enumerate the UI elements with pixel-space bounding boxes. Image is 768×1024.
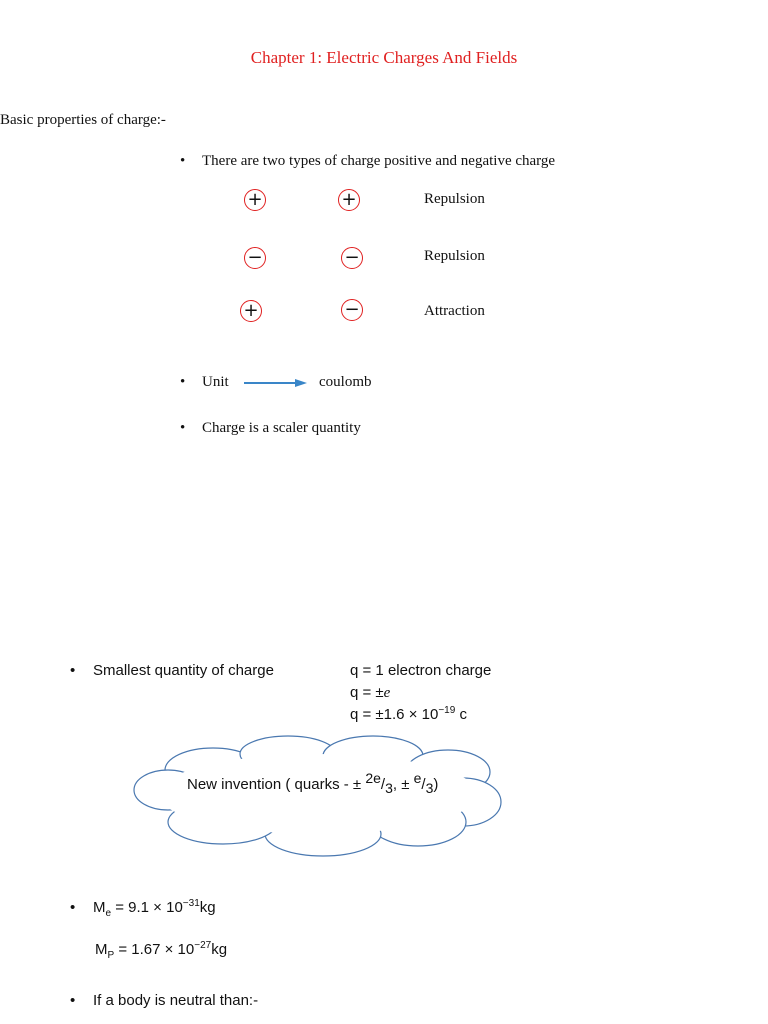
denominator: 3 — [425, 780, 434, 796]
bullet-text: If a body is neutral than:- — [93, 992, 259, 1009]
interaction-result: Repulsion — [424, 191, 485, 207]
equation-line — [350, 684, 390, 702]
bullet-neutral-body — [70, 992, 258, 1009]
mass-subscript: e — [105, 908, 112, 919]
section-heading: Basic properties of charge:- — [0, 112, 166, 128]
positive-charge-icon: + — [240, 300, 262, 322]
exponent: −31 — [182, 898, 200, 909]
mass-value: = 9.1 × 10 — [111, 899, 183, 916]
bullet-charge-types — [180, 153, 555, 170]
positive-charge-icon: + — [244, 189, 266, 211]
unit-label: Unit — [202, 374, 229, 390]
bullet-marker: • — [180, 374, 186, 390]
interaction-result: Repulsion — [424, 248, 485, 264]
equation-line — [350, 706, 467, 723]
bullet-text: There are two types of charge positive and negative charge — [202, 153, 556, 169]
negative-charge-icon: − — [244, 247, 266, 269]
unit-value: coulomb — [319, 374, 372, 390]
equation-text: q = ±1.6 × 10 — [350, 706, 439, 723]
positive-charge-icon: + — [338, 189, 360, 211]
bullet-smallest-charge — [70, 662, 274, 679]
separator: , — [392, 776, 402, 793]
right-arrow-icon — [243, 376, 309, 390]
bullet-marker: • — [70, 899, 76, 916]
equation-line: q = 1 electron charge — [350, 662, 492, 679]
bullet-marker: • — [180, 153, 186, 169]
bullet-scalar — [180, 420, 361, 437]
page-title: Chapter 1: Electric Charges And Fields — [250, 48, 518, 67]
numerator: e — [413, 770, 422, 786]
exponent: −19 — [438, 705, 456, 716]
numerator: 2e — [365, 770, 381, 786]
mass-unit: kg — [211, 941, 228, 958]
bullet-electron-mass — [70, 898, 216, 919]
mass-symbol: M — [93, 899, 106, 916]
fraction-2e-over-3: $^{2e}/_3$ — [365, 770, 393, 796]
mass-value: = 1.67 × 10 — [114, 941, 195, 958]
plus-minus: ± — [401, 776, 410, 793]
plus-minus: ± — [352, 776, 362, 793]
cloud-text — [187, 770, 439, 796]
mass-symbol: M — [95, 941, 108, 958]
bullet-unit — [180, 374, 229, 391]
equation-text: c — [455, 706, 467, 723]
cloud-label: New invention ( quarks - — [187, 776, 353, 793]
bullet-text: Charge is a scaler quantity — [202, 420, 361, 436]
mass-subscript: P — [107, 950, 115, 961]
proton-mass — [95, 940, 228, 961]
close-paren: ) — [433, 776, 439, 793]
denominator: 3 — [385, 780, 393, 796]
bullet-marker: • — [180, 420, 186, 436]
negative-charge-icon: − — [341, 247, 363, 269]
equation-text: q = ± — [350, 684, 384, 701]
bullet-text: Smallest quantity of charge — [93, 662, 274, 679]
bullet-marker: • — [70, 662, 76, 679]
mass-unit: kg — [199, 899, 216, 916]
interaction-result: Attraction — [424, 303, 485, 319]
electron-symbol: e — [383, 685, 391, 701]
exponent: −27 — [194, 940, 212, 951]
bullet-marker: • — [70, 992, 76, 1009]
negative-charge-icon: − — [341, 299, 363, 321]
fraction-e-over-3: $^e/_3$ — [413, 770, 434, 796]
